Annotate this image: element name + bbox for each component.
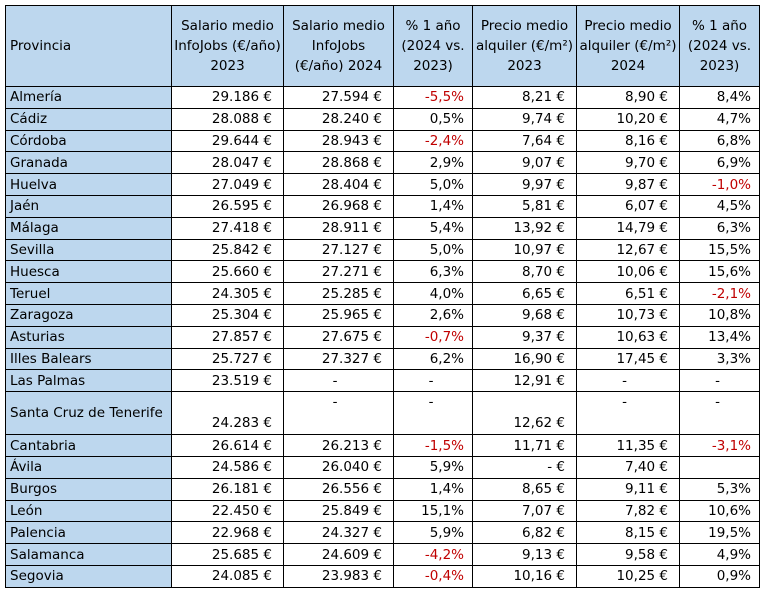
header-alquiler-2024: Precio medio alquiler (€/m²) 2024	[577, 6, 680, 87]
salary-rent-table	[5, 5, 760, 588]
cell-salario-pct: 6,2%	[394, 348, 473, 370]
cell-salario-pct: 1,4%	[394, 478, 473, 500]
cell-salario-2024: 28.943 €	[284, 130, 394, 152]
cell-provincia: Zaragoza	[6, 304, 172, 326]
cell-salario-2023: 24.586 €	[172, 456, 284, 478]
table-row	[6, 261, 760, 283]
cell-alquiler-2023: 7,07 €	[473, 500, 577, 522]
header-alquiler-pct: % 1 año (2024 vs. 2023)	[680, 6, 760, 87]
cell-salario-pct: -4,2%	[394, 544, 473, 566]
cell-alquiler-2024: -	[577, 370, 680, 392]
table-header	[6, 6, 760, 87]
cell-alquiler-2023: 9,13 €	[473, 544, 577, 566]
cell-alquiler-2024: 7,82 €	[577, 500, 680, 522]
table-row	[6, 565, 760, 587]
cell-alquiler-2023: 6,82 €	[473, 522, 577, 544]
cell-provincia: Salamanca	[6, 544, 172, 566]
cell-salario-2024: 26.213 €	[284, 435, 394, 457]
cell-alquiler-2024: 6,07 €	[577, 195, 680, 217]
cell-alquiler-2024: 9,11 €	[577, 478, 680, 500]
cell-salario-2023: 28.047 €	[172, 152, 284, 174]
cell-salario-2024: 23.983 €	[284, 565, 394, 587]
cell-provincia: Jaén	[6, 195, 172, 217]
cell-salario-pct: -5,5%	[394, 87, 473, 109]
cell-salario-pct: 2,9%	[394, 152, 473, 174]
cell-alquiler-pct: 6,3%	[680, 217, 760, 239]
cell-alquiler-2024: 8,90 €	[577, 87, 680, 109]
cell-alquiler-2024: 17,45 €	[577, 348, 680, 370]
cell-salario-pct: 5,9%	[394, 522, 473, 544]
cell-alquiler-2023: 10,97 €	[473, 239, 577, 261]
cell-provincia: León	[6, 500, 172, 522]
header-salario-pct: % 1 año (2024 vs. 2023)	[394, 6, 473, 87]
cell-alquiler-pct: 4,5%	[680, 195, 760, 217]
cell-alquiler-pct: -	[680, 392, 760, 435]
cell-salario-pct: -0,4%	[394, 565, 473, 587]
cell-salario-pct: 5,9%	[394, 456, 473, 478]
cell-alquiler-pct: 10,8%	[680, 304, 760, 326]
cell-salario-2023: 24.283 €	[172, 392, 284, 435]
cell-provincia: Málaga	[6, 217, 172, 239]
cell-alquiler-2023: 9,37 €	[473, 326, 577, 348]
header-row	[6, 6, 760, 87]
cell-salario-pct: -0,7%	[394, 326, 473, 348]
table-row	[6, 544, 760, 566]
table-row	[6, 478, 760, 500]
table-row	[6, 283, 760, 305]
cell-salario-2023: 25.685 €	[172, 544, 284, 566]
cell-alquiler-2023: 9,07 €	[473, 152, 577, 174]
cell-alquiler-2023: 8,65 €	[473, 478, 577, 500]
cell-alquiler-2024: 9,70 €	[577, 152, 680, 174]
cell-salario-2023: 28.088 €	[172, 108, 284, 130]
cell-provincia: Cádiz	[6, 108, 172, 130]
cell-alquiler-pct: 15,5%	[680, 239, 760, 261]
cell-alquiler-2023: 13,92 €	[473, 217, 577, 239]
cell-provincia: Santa Cruz de Tenerife	[6, 392, 172, 435]
cell-alquiler-2023: 7,64 €	[473, 130, 577, 152]
cell-salario-2023: 23.519 €	[172, 370, 284, 392]
cell-provincia: Segovia	[6, 565, 172, 587]
cell-alquiler-2024: 10,63 €	[577, 326, 680, 348]
cell-salario-2024: 27.127 €	[284, 239, 394, 261]
table-row	[6, 435, 760, 457]
cell-salario-2023: 27.049 €	[172, 174, 284, 196]
cell-salario-2023: 22.968 €	[172, 522, 284, 544]
table-row	[6, 195, 760, 217]
header-alquiler-2023: Precio medio alquiler (€/m²) 2023	[473, 6, 577, 87]
cell-provincia: Cantabria	[6, 435, 172, 457]
cell-salario-2023: 22.450 €	[172, 500, 284, 522]
cell-alquiler-2023: 9,68 €	[473, 304, 577, 326]
cell-alquiler-2023: 5,81 €	[473, 195, 577, 217]
cell-alquiler-2023: 11,71 €	[473, 435, 577, 457]
cell-salario-2024: 27.594 €	[284, 87, 394, 109]
cell-alquiler-2024: 11,35 €	[577, 435, 680, 457]
cell-salario-pct: -1,5%	[394, 435, 473, 457]
cell-alquiler-pct: -	[680, 370, 760, 392]
cell-salario-2023: 27.418 €	[172, 217, 284, 239]
cell-salario-pct: 0,5%	[394, 108, 473, 130]
cell-provincia: Córdoba	[6, 130, 172, 152]
cell-alquiler-pct: 4,9%	[680, 544, 760, 566]
cell-salario-2023: 26.595 €	[172, 195, 284, 217]
cell-alquiler-2023: 12,62 €	[473, 392, 577, 435]
cell-alquiler-2024: 10,20 €	[577, 108, 680, 130]
header-salario-2023: Salario medio InfoJobs (€/año) 2023	[172, 6, 284, 87]
cell-salario-pct: 1,4%	[394, 195, 473, 217]
cell-alquiler-pct: 10,6%	[680, 500, 760, 522]
cell-alquiler-2023: 10,16 €	[473, 565, 577, 587]
table-row	[6, 456, 760, 478]
cell-alquiler-pct: 8,4%	[680, 87, 760, 109]
table-row	[6, 217, 760, 239]
cell-salario-2024: 28.868 €	[284, 152, 394, 174]
cell-salario-2023: 26.181 €	[172, 478, 284, 500]
cell-salario-2024: 27.271 €	[284, 261, 394, 283]
cell-salario-2023: 25.304 €	[172, 304, 284, 326]
cell-salario-pct: 6,3%	[394, 261, 473, 283]
cell-salario-2023: 25.842 €	[172, 239, 284, 261]
table-row	[6, 152, 760, 174]
cell-salario-2024: 24.609 €	[284, 544, 394, 566]
cell-salario-2024: -	[284, 370, 394, 392]
cell-alquiler-pct: 6,8%	[680, 130, 760, 152]
cell-alquiler-pct	[680, 456, 760, 478]
cell-salario-2024: 28.404 €	[284, 174, 394, 196]
cell-alquiler-2024: 10,25 €	[577, 565, 680, 587]
table-row	[6, 304, 760, 326]
cell-salario-2024: 26.040 €	[284, 456, 394, 478]
cell-salario-2024: 25.285 €	[284, 283, 394, 305]
cell-provincia: Teruel	[6, 283, 172, 305]
cell-salario-pct: 5,0%	[394, 239, 473, 261]
table-row	[6, 174, 760, 196]
cell-salario-2024: 27.675 €	[284, 326, 394, 348]
cell-salario-2023: 29.186 €	[172, 87, 284, 109]
cell-alquiler-pct: 0,9%	[680, 565, 760, 587]
cell-provincia: Huelva	[6, 174, 172, 196]
cell-alquiler-pct: 3,3%	[680, 348, 760, 370]
cell-salario-pct: -	[394, 370, 473, 392]
cell-salario-2024: 27.327 €	[284, 348, 394, 370]
cell-alquiler-2024: 10,06 €	[577, 261, 680, 283]
cell-alquiler-2023: 9,74 €	[473, 108, 577, 130]
cell-alquiler-pct: 13,4%	[680, 326, 760, 348]
cell-salario-2023: 25.660 €	[172, 261, 284, 283]
cell-alquiler-2024: 10,73 €	[577, 304, 680, 326]
table-row	[6, 326, 760, 348]
cell-salario-2024: 24.327 €	[284, 522, 394, 544]
cell-alquiler-pct: -3,1%	[680, 435, 760, 457]
cell-alquiler-2024: 7,40 €	[577, 456, 680, 478]
table-row	[6, 500, 760, 522]
cell-provincia: Almería	[6, 87, 172, 109]
cell-alquiler-2024: 8,15 €	[577, 522, 680, 544]
cell-provincia: Granada	[6, 152, 172, 174]
cell-alquiler-2023: - €	[473, 456, 577, 478]
cell-salario-2024: -	[284, 392, 394, 435]
cell-salario-2024: 26.968 €	[284, 195, 394, 217]
cell-alquiler-pct: 5,3%	[680, 478, 760, 500]
cell-salario-2023: 29.644 €	[172, 130, 284, 152]
cell-salario-2023: 24.305 €	[172, 283, 284, 305]
table-body	[6, 87, 760, 588]
cell-provincia: Sevilla	[6, 239, 172, 261]
cell-salario-pct: 2,6%	[394, 304, 473, 326]
table-row	[6, 239, 760, 261]
table-row	[6, 87, 760, 109]
cell-alquiler-2024: 8,16 €	[577, 130, 680, 152]
cell-salario-2024: 26.556 €	[284, 478, 394, 500]
cell-alquiler-2024: 9,87 €	[577, 174, 680, 196]
table-container	[5, 5, 760, 588]
table-row	[6, 392, 760, 435]
cell-salario-pct: 4,0%	[394, 283, 473, 305]
cell-alquiler-2023: 16,90 €	[473, 348, 577, 370]
cell-alquiler-2024: 12,67 €	[577, 239, 680, 261]
cell-provincia: Palencia	[6, 522, 172, 544]
cell-salario-pct: -2,4%	[394, 130, 473, 152]
cell-alquiler-2024: 6,51 €	[577, 283, 680, 305]
table-row	[6, 348, 760, 370]
cell-salario-pct: -	[394, 392, 473, 435]
cell-alquiler-pct: 6,9%	[680, 152, 760, 174]
table-row	[6, 130, 760, 152]
cell-alquiler-pct: -1,0%	[680, 174, 760, 196]
cell-alquiler-pct: 19,5%	[680, 522, 760, 544]
cell-alquiler-pct: -2,1%	[680, 283, 760, 305]
cell-salario-2024: 25.849 €	[284, 500, 394, 522]
cell-salario-pct: 5,4%	[394, 217, 473, 239]
cell-salario-2024: 28.911 €	[284, 217, 394, 239]
cell-salario-pct: 15,1%	[394, 500, 473, 522]
cell-salario-2023: 27.857 €	[172, 326, 284, 348]
cell-alquiler-2024: -	[577, 392, 680, 435]
cell-alquiler-2024: 14,79 €	[577, 217, 680, 239]
table-row	[6, 370, 760, 392]
cell-alquiler-pct: 4,7%	[680, 108, 760, 130]
table-row	[6, 108, 760, 130]
cell-salario-2023: 26.614 €	[172, 435, 284, 457]
header-provincia: Provincia	[6, 6, 172, 87]
cell-alquiler-2023: 8,21 €	[473, 87, 577, 109]
cell-provincia: Ávila	[6, 456, 172, 478]
cell-alquiler-2024: 9,58 €	[577, 544, 680, 566]
cell-salario-pct: 5,0%	[394, 174, 473, 196]
cell-alquiler-2023: 9,97 €	[473, 174, 577, 196]
cell-salario-2023: 25.727 €	[172, 348, 284, 370]
cell-salario-2024: 25.965 €	[284, 304, 394, 326]
cell-salario-2024: 28.240 €	[284, 108, 394, 130]
cell-provincia: Burgos	[6, 478, 172, 500]
cell-provincia: Las Palmas	[6, 370, 172, 392]
cell-alquiler-pct: 15,6%	[680, 261, 760, 283]
cell-provincia: Asturias	[6, 326, 172, 348]
cell-provincia: Illes Balears	[6, 348, 172, 370]
cell-provincia: Huesca	[6, 261, 172, 283]
cell-salario-2023: 24.085 €	[172, 565, 284, 587]
cell-alquiler-2023: 6,65 €	[473, 283, 577, 305]
header-salario-2024: Salario medio InfoJobs (€/año) 2024	[284, 6, 394, 87]
table-row	[6, 522, 760, 544]
cell-alquiler-2023: 12,91 €	[473, 370, 577, 392]
cell-alquiler-2023: 8,70 €	[473, 261, 577, 283]
